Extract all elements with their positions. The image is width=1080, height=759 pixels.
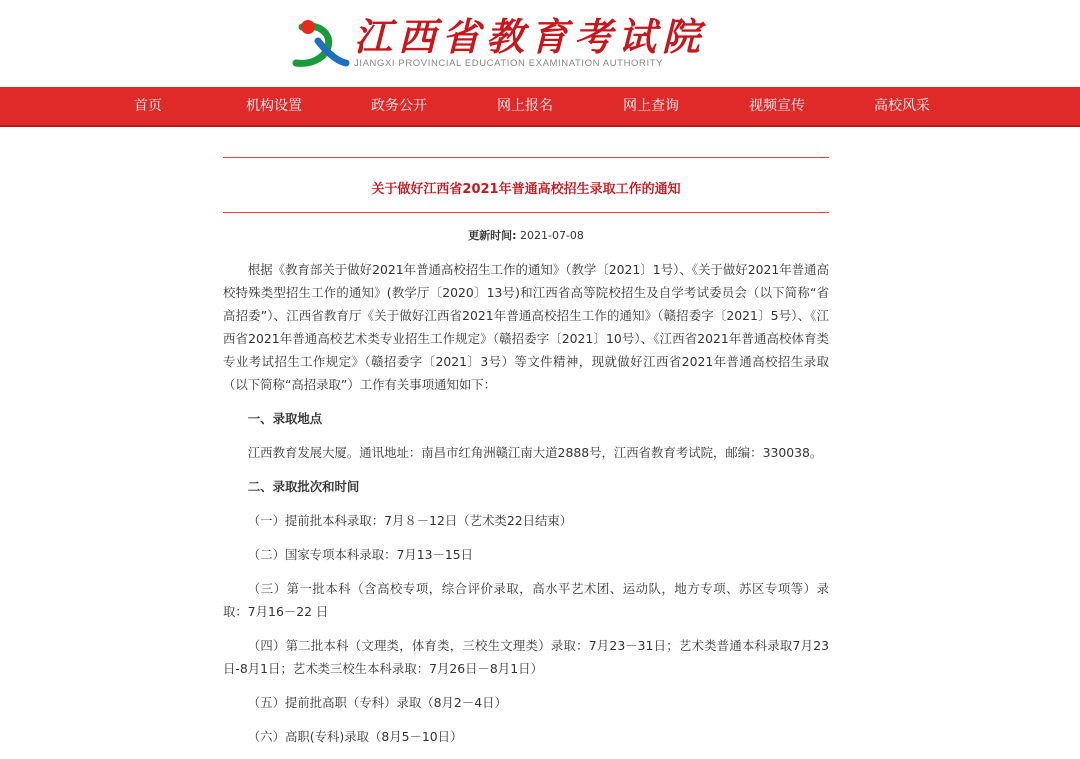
paragraph: （三）第一批本科（含高校专项，综合评价录取，高水平艺术团、运动队，地方专项、苏区专项等）录取：7月16－22 日 [223, 581, 829, 619]
paragraph-intro: 根据《教育部关于做好2021年普通高校招生工作的通知》（教学〔2021〕1号）、《关于做好2021年普通高校特殊类型招生工作的通知》(教学厅〔2020〕13号)和江西省高等院校招生及自学考试委员会（以下简称“省高招委”）、江西省教育厅《关于做好江西省2021年普通高校招生工作的通知》（赣招委字〔2021〕5号）、《江西省2021年普通高校艺术类专业招生工作规定》（赣招委字〔2021〕10号）、《江西省2021年普通高校体育类专业考试招生工作规定》（赣招委字〔2021〕3号）等文件精神，现就做好江西省2021年普通高校招生录取（以下简称“高招录取”）工作有关事项通知如下： [223, 262, 829, 392]
article [223, 157, 829, 759]
article-meta [223, 227, 829, 243]
logo-emblem-icon [288, 17, 350, 73]
nav-online-registration[interactable]: 网上报名 [497, 98, 553, 114]
paragraph: 江西教育发展大厦。通讯地址：南昌市红角洲赣江南大道2888号，江西省教育考试院，邮编：330038。 [247, 445, 823, 460]
article-top-divider [223, 157, 829, 158]
paragraph: （六）高职(专科)录取（8月5－10日） [247, 729, 463, 744]
section-heading: 一、录取地点 [247, 411, 323, 426]
main-nav [0, 87, 1080, 127]
nav-online-query[interactable]: 网上查询 [623, 98, 679, 114]
nav-government-affairs[interactable]: 政务公开 [371, 98, 427, 114]
update-time-label: 更新时间: [468, 229, 517, 242]
update-time-value: 2021-07-08 [519, 229, 584, 242]
nav-organization[interactable]: 机构设置 [246, 98, 302, 114]
site-logo[interactable] [288, 13, 728, 75]
paragraph: （二）国家专项本科录取：7月13－15日 [247, 547, 474, 562]
nav-home[interactable]: 首页 [134, 98, 162, 114]
paragraph: （五）提前批高职（专科）录取（8月2－4日） [247, 695, 507, 710]
logo-chinese-name: 江西省教育考试院 [354, 14, 707, 59]
nav-universities[interactable]: 高校风采 [874, 98, 930, 114]
paragraph: （四）第二批本科（文理类，体育类，三校生文理类）录取：7月23－31日；艺术类普通本科录取7月23日-8月1日；艺术类三校生本科录取：7月26日－8月1日） [223, 638, 829, 676]
article-title: 关于做好江西省2021年普通高校招生录取工作的通知 [371, 182, 681, 197]
article-body [223, 258, 829, 748]
logo-english-name: JIANGXI PROVINCIAL EDUCATION EXAMINATION AUTHORITY [354, 58, 664, 69]
nav-video[interactable]: 视频宣传 [749, 98, 805, 114]
site-header [0, 0, 1080, 87]
section-heading: 二、录取批次和时间 [247, 479, 360, 494]
article-title-divider [223, 212, 829, 213]
paragraph: （一）提前批本科录取：7月８－12日（艺术类22日结束） [247, 513, 573, 528]
